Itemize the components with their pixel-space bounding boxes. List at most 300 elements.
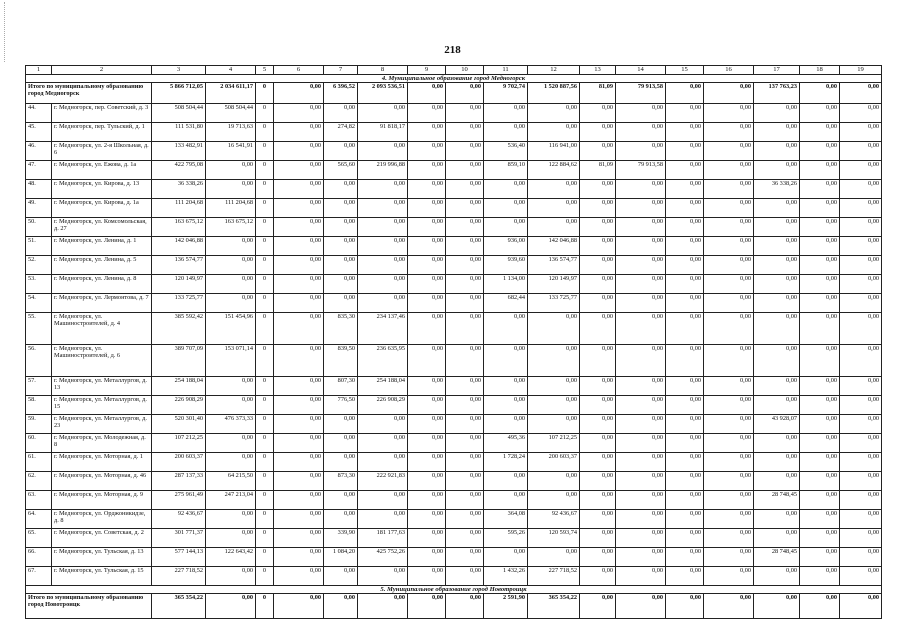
- row-value: 0,00: [274, 434, 324, 453]
- row-value: 136 574,77: [152, 256, 206, 275]
- table-row: [26, 199, 882, 218]
- row-address: г. Медногорск, ул. Кирова, д. 1а: [52, 199, 152, 218]
- row-value: 0,00: [840, 529, 882, 548]
- row-index: 63.: [26, 491, 52, 510]
- row-value: 0,00: [840, 180, 882, 199]
- row-value: 0,00: [484, 313, 528, 345]
- row-value: 508 504,44: [152, 104, 206, 123]
- row-index: 47.: [26, 161, 52, 180]
- row-index: 44.: [26, 104, 52, 123]
- row-value: 0,00: [324, 218, 358, 237]
- column-number: 17: [754, 66, 800, 75]
- row-value: 0,00: [408, 180, 446, 199]
- row-value: 0,00: [408, 510, 446, 529]
- row-value: 839,50: [324, 345, 358, 377]
- row-value: 0,00: [358, 180, 408, 199]
- row-value: 0,00: [754, 237, 800, 256]
- row-value: 0,00: [666, 294, 704, 313]
- total-value: 0,00: [408, 83, 446, 104]
- row-value: 111 531,80: [152, 123, 206, 142]
- row-address: г. Медногорск, пер. Тульский, д. 1: [52, 123, 152, 142]
- row-value: 0,00: [704, 294, 754, 313]
- row-value: 0,00: [446, 510, 484, 529]
- row-value: 425 752,26: [358, 548, 408, 567]
- row-value: 0,00: [528, 313, 580, 345]
- total-value: 0,00: [840, 594, 882, 619]
- row-value: 0,00: [704, 313, 754, 345]
- row-value: 0,00: [528, 199, 580, 218]
- row-value: 0,00: [408, 104, 446, 123]
- row-value: 0,00: [580, 123, 616, 142]
- row-value: 0: [256, 104, 274, 123]
- row-value: 0,00: [754, 104, 800, 123]
- row-value: 0,00: [446, 434, 484, 453]
- row-value: 0,00: [800, 218, 840, 237]
- row-value: 0,00: [754, 434, 800, 453]
- row-value: 776,50: [324, 396, 358, 415]
- row-value: 0,00: [840, 396, 882, 415]
- row-value: 0,00: [408, 472, 446, 491]
- table-row: [26, 161, 882, 180]
- row-value: 116 941,00: [528, 142, 580, 161]
- row-index: 52.: [26, 256, 52, 275]
- total-value: 81,09: [580, 83, 616, 104]
- total-value: 0: [256, 83, 274, 104]
- row-address: г. Медногорск, ул. Ленина, д. 8: [52, 275, 152, 294]
- row-value: 0,00: [580, 491, 616, 510]
- total-value: 0,00: [800, 83, 840, 104]
- row-value: 19 713,63: [206, 123, 256, 142]
- row-value: 0,00: [274, 453, 324, 472]
- row-value: 859,10: [484, 161, 528, 180]
- row-value: 0,00: [616, 199, 666, 218]
- row-value: 0,00: [358, 275, 408, 294]
- row-value: 0,00: [446, 529, 484, 548]
- row-value: 133 725,77: [152, 294, 206, 313]
- row-value: 0,00: [484, 396, 528, 415]
- row-value: 0,00: [800, 345, 840, 377]
- row-value: 0,00: [274, 415, 324, 434]
- row-value: 219 996,88: [358, 161, 408, 180]
- row-value: 0,00: [840, 218, 882, 237]
- total-value: 2 093 536,51: [358, 83, 408, 104]
- row-index: 57.: [26, 377, 52, 396]
- row-index: 67.: [26, 567, 52, 586]
- row-value: 0,00: [324, 567, 358, 586]
- row-value: 0,00: [408, 313, 446, 345]
- row-value: 0,00: [666, 415, 704, 434]
- row-value: 0: [256, 313, 274, 345]
- row-value: 0,00: [800, 453, 840, 472]
- row-value: 0,00: [616, 123, 666, 142]
- row-value: 0,00: [206, 377, 256, 396]
- total-value: 9 702,74: [484, 83, 528, 104]
- row-value: 0,00: [484, 548, 528, 567]
- row-value: 120 149,97: [528, 275, 580, 294]
- row-value: 0,00: [666, 377, 704, 396]
- row-value: 0,00: [358, 415, 408, 434]
- data-table: [25, 65, 882, 619]
- row-value: 595,26: [484, 529, 528, 548]
- row-value: 0,00: [754, 313, 800, 345]
- row-address: г. Медногорск, ул. Металлургов, д. 13: [52, 377, 152, 396]
- row-value: 0,00: [840, 345, 882, 377]
- row-value: 0: [256, 415, 274, 434]
- row-value: 0,00: [446, 491, 484, 510]
- total-value: 0,00: [840, 83, 882, 104]
- row-value: 0,00: [446, 237, 484, 256]
- row-value: 0,00: [616, 510, 666, 529]
- row-value: 0,00: [616, 142, 666, 161]
- row-value: 0: [256, 396, 274, 415]
- row-value: 0,00: [580, 237, 616, 256]
- row-value: 0,00: [704, 161, 754, 180]
- table-row: [26, 313, 882, 345]
- row-value: 0,00: [754, 396, 800, 415]
- row-value: 0,00: [206, 180, 256, 199]
- column-number-row: [26, 66, 882, 75]
- row-value: 0,00: [324, 237, 358, 256]
- row-value: 0,00: [800, 313, 840, 345]
- total-value: 0,00: [446, 83, 484, 104]
- total-value: 0,00: [704, 594, 754, 619]
- row-value: 495,36: [484, 434, 528, 453]
- row-value: 0,00: [484, 415, 528, 434]
- row-value: 0,00: [800, 199, 840, 218]
- row-value: 0,00: [666, 123, 704, 142]
- table-row: [26, 142, 882, 161]
- row-value: 227 718,52: [528, 567, 580, 586]
- row-value: 0,00: [274, 294, 324, 313]
- row-value: 153 071,14: [206, 345, 256, 377]
- row-value: 0,00: [408, 199, 446, 218]
- row-value: 0,00: [408, 415, 446, 434]
- row-value: 0,00: [580, 199, 616, 218]
- row-value: 0,00: [704, 472, 754, 491]
- row-address: г. Медногорск, ул. Машиностроителей, д. 4: [52, 313, 152, 345]
- row-value: 0,00: [206, 434, 256, 453]
- row-value: 476 373,33: [206, 415, 256, 434]
- row-value: 0,00: [446, 313, 484, 345]
- total-value: 5 866 712,05: [152, 83, 206, 104]
- row-value: 120 149,97: [152, 275, 206, 294]
- row-value: 0,00: [580, 180, 616, 199]
- row-value: 0,00: [704, 256, 754, 275]
- row-value: 0,00: [580, 377, 616, 396]
- row-value: 142 046,88: [152, 237, 206, 256]
- row-value: 254 188,04: [152, 377, 206, 396]
- row-value: 1 432,26: [484, 567, 528, 586]
- row-value: 0: [256, 453, 274, 472]
- row-value: 0,00: [528, 218, 580, 237]
- total-value: 365 354,22: [528, 594, 580, 619]
- row-value: 0,00: [580, 548, 616, 567]
- row-value: 0,00: [754, 161, 800, 180]
- column-number: 16: [704, 66, 754, 75]
- table-row: [26, 180, 882, 199]
- row-value: 0,00: [274, 396, 324, 415]
- row-value: 0,00: [666, 548, 704, 567]
- table-row: [26, 548, 882, 567]
- row-value: 0: [256, 256, 274, 275]
- page-number: 218: [444, 44, 461, 56]
- row-value: 0,00: [616, 237, 666, 256]
- row-value: 0,00: [446, 396, 484, 415]
- row-value: 0,00: [754, 142, 800, 161]
- row-value: 0,00: [704, 199, 754, 218]
- row-value: 835,30: [324, 313, 358, 345]
- row-address: г. Медногорск, ул. Тульская, д. 15: [52, 567, 152, 586]
- row-value: 222 921,83: [358, 472, 408, 491]
- row-value: 0: [256, 294, 274, 313]
- row-value: 0,00: [408, 453, 446, 472]
- row-value: 122 643,42: [206, 548, 256, 567]
- row-value: 0,00: [800, 529, 840, 548]
- table-row: [26, 345, 882, 377]
- row-value: 0: [256, 548, 274, 567]
- row-value: 163 675,12: [152, 218, 206, 237]
- row-value: 0,00: [704, 123, 754, 142]
- row-value: 0,00: [274, 548, 324, 567]
- row-value: 120 593,74: [528, 529, 580, 548]
- row-value: 0,00: [358, 491, 408, 510]
- row-value: 0,00: [800, 142, 840, 161]
- table-row: [26, 491, 882, 510]
- row-value: 0,00: [580, 313, 616, 345]
- row-value: 0,00: [206, 161, 256, 180]
- row-value: 0,00: [206, 567, 256, 586]
- row-value: 0,00: [840, 548, 882, 567]
- row-value: 0,00: [528, 548, 580, 567]
- row-value: 0,00: [324, 415, 358, 434]
- row-value: 936,00: [484, 237, 528, 256]
- row-address: г. Медногорск, ул. Молодежная, д. 8: [52, 434, 152, 453]
- column-number: 15: [666, 66, 704, 75]
- row-value: 0: [256, 472, 274, 491]
- row-index: 55.: [26, 313, 52, 345]
- row-value: 0,00: [704, 529, 754, 548]
- row-value: 236 635,95: [358, 345, 408, 377]
- row-value: 0,00: [206, 510, 256, 529]
- row-value: 0,00: [840, 275, 882, 294]
- row-value: 0,00: [580, 345, 616, 377]
- row-value: 0,00: [528, 123, 580, 142]
- row-value: 0,00: [666, 567, 704, 586]
- row-address: г. Медногорск, ул. Машиностроителей, д. 6: [52, 345, 152, 377]
- row-value: 0,00: [446, 180, 484, 199]
- table-row: [26, 396, 882, 415]
- row-value: 0,00: [274, 345, 324, 377]
- row-value: 0: [256, 567, 274, 586]
- row-value: 0,00: [754, 472, 800, 491]
- row-value: 0,00: [754, 123, 800, 142]
- table-row: [26, 275, 882, 294]
- row-value: 0: [256, 491, 274, 510]
- row-value: 0,00: [484, 218, 528, 237]
- row-value: 0,00: [754, 510, 800, 529]
- row-index: 61.: [26, 453, 52, 472]
- table-row: [26, 567, 882, 586]
- column-number: 4: [206, 66, 256, 75]
- row-value: 0,00: [616, 491, 666, 510]
- row-address: г. Медногорск, ул. Орджоникидзе, д. 8: [52, 510, 152, 529]
- row-value: 43 928,07: [754, 415, 800, 434]
- row-value: 0,00: [616, 396, 666, 415]
- total-value: 79 913,58: [616, 83, 666, 104]
- row-value: 0,00: [324, 434, 358, 453]
- row-value: 0,00: [528, 104, 580, 123]
- row-value: 0,00: [704, 180, 754, 199]
- total-value: 0,00: [666, 594, 704, 619]
- row-value: 0,00: [408, 294, 446, 313]
- row-value: 0,00: [704, 142, 754, 161]
- row-value: 0,00: [324, 180, 358, 199]
- row-value: 0,00: [666, 313, 704, 345]
- row-value: 0,00: [704, 415, 754, 434]
- row-value: 0,00: [206, 529, 256, 548]
- row-value: 0,00: [666, 180, 704, 199]
- row-value: 0,00: [704, 237, 754, 256]
- column-number: 13: [580, 66, 616, 75]
- row-value: 122 884,62: [528, 161, 580, 180]
- row-value: 0,00: [616, 294, 666, 313]
- row-value: 0,00: [206, 396, 256, 415]
- row-value: 0,00: [580, 415, 616, 434]
- row-value: 0,00: [666, 256, 704, 275]
- row-value: 0,00: [408, 237, 446, 256]
- row-address: г. Медногорск, пер. Советский, д. 3: [52, 104, 152, 123]
- row-value: 0,00: [754, 256, 800, 275]
- row-value: 111 204,68: [206, 199, 256, 218]
- row-value: 0,00: [840, 104, 882, 123]
- row-value: 0,00: [704, 275, 754, 294]
- row-value: 0,00: [358, 256, 408, 275]
- row-value: 0,00: [274, 377, 324, 396]
- row-value: 0,00: [840, 161, 882, 180]
- row-value: 0,00: [446, 548, 484, 567]
- row-value: 0,00: [616, 548, 666, 567]
- row-value: 0,00: [358, 510, 408, 529]
- row-value: 0,00: [800, 491, 840, 510]
- row-value: 200 603,37: [152, 453, 206, 472]
- row-value: 0,00: [754, 275, 800, 294]
- row-value: 28 748,45: [754, 548, 800, 567]
- row-value: 339,90: [324, 529, 358, 548]
- row-value: 0,00: [666, 237, 704, 256]
- row-value: 0,00: [840, 472, 882, 491]
- row-value: 0,00: [616, 377, 666, 396]
- row-value: 577 144,13: [152, 548, 206, 567]
- row-value: 0,00: [800, 396, 840, 415]
- row-value: 287 137,33: [152, 472, 206, 491]
- row-value: 0,00: [206, 237, 256, 256]
- row-index: 50.: [26, 218, 52, 237]
- table-row: [26, 104, 882, 123]
- row-value: 0: [256, 275, 274, 294]
- row-value: 0,00: [666, 529, 704, 548]
- row-value: 0,00: [484, 199, 528, 218]
- row-value: 0,00: [704, 218, 754, 237]
- section-total-label: Итого по муниципальному образованию город Медногорск: [26, 83, 152, 104]
- row-value: 0,00: [408, 256, 446, 275]
- row-value: 0,00: [800, 434, 840, 453]
- section-total-row: [26, 83, 882, 104]
- row-value: 0,00: [484, 472, 528, 491]
- row-value: 0,00: [528, 180, 580, 199]
- row-address: г. Медногорск, ул. Моторная, д. 46: [52, 472, 152, 491]
- row-value: 0,00: [274, 275, 324, 294]
- row-value: 0,00: [616, 415, 666, 434]
- row-value: 0,00: [800, 548, 840, 567]
- row-value: 0,00: [840, 142, 882, 161]
- row-value: 0,00: [206, 275, 256, 294]
- row-value: 0,00: [800, 567, 840, 586]
- row-value: 0,00: [616, 218, 666, 237]
- row-value: 0,00: [580, 275, 616, 294]
- row-value: 807,30: [324, 377, 358, 396]
- row-value: 0,00: [324, 510, 358, 529]
- row-index: 51.: [26, 237, 52, 256]
- row-value: 0,00: [754, 294, 800, 313]
- row-address: г. Медногорск, ул. Металлургов, д. 15: [52, 396, 152, 415]
- row-value: 0,00: [616, 567, 666, 586]
- row-value: 422 795,08: [152, 161, 206, 180]
- row-value: 0,00: [704, 345, 754, 377]
- row-value: 92 436,67: [528, 510, 580, 529]
- row-value: 0: [256, 377, 274, 396]
- row-value: 0,00: [616, 256, 666, 275]
- row-value: 565,60: [324, 161, 358, 180]
- row-value: 0,00: [408, 275, 446, 294]
- row-value: 0,00: [274, 142, 324, 161]
- total-value: 0,00: [616, 594, 666, 619]
- row-value: 0,00: [840, 567, 882, 586]
- row-value: 226 908,29: [358, 396, 408, 415]
- row-value: 0,00: [274, 218, 324, 237]
- row-value: 64 215,50: [206, 472, 256, 491]
- row-value: 0: [256, 237, 274, 256]
- row-value: 0,00: [840, 415, 882, 434]
- section-total-row: [26, 594, 882, 619]
- total-value: 0,00: [358, 594, 408, 619]
- row-value: 91 818,17: [358, 123, 408, 142]
- row-value: 0,00: [408, 377, 446, 396]
- table-row: [26, 256, 882, 275]
- row-value: 0,00: [616, 275, 666, 294]
- row-value: 0,00: [800, 377, 840, 396]
- table-row: [26, 472, 882, 491]
- row-value: 0,00: [408, 396, 446, 415]
- row-value: 0,00: [800, 472, 840, 491]
- row-value: 0,00: [580, 529, 616, 548]
- row-value: 181 177,63: [358, 529, 408, 548]
- total-value: 0,00: [666, 83, 704, 104]
- row-value: 0,00: [446, 199, 484, 218]
- row-value: 0,00: [704, 377, 754, 396]
- row-value: 1 084,20: [324, 548, 358, 567]
- row-value: 0,00: [666, 396, 704, 415]
- table-row: [26, 453, 882, 472]
- row-value: 0,00: [446, 453, 484, 472]
- table-row: [26, 434, 882, 453]
- row-value: 0,00: [446, 275, 484, 294]
- row-value: 0,00: [484, 377, 528, 396]
- total-value: 0: [256, 594, 274, 619]
- row-value: 0,00: [800, 510, 840, 529]
- row-address: г. Медногорск, ул. Металлургов, д. 23: [52, 415, 152, 434]
- row-value: 36 338,26: [754, 180, 800, 199]
- column-number: 12: [528, 66, 580, 75]
